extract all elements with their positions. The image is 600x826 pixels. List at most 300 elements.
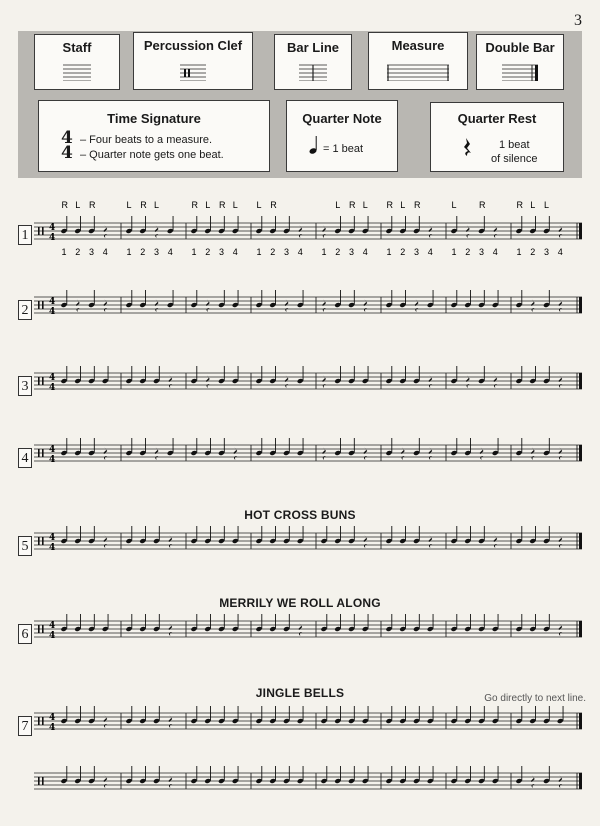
quarter-note (60, 290, 67, 308)
bar-line-title: Bar Line (286, 40, 339, 55)
exercise-row (0, 366, 600, 406)
quarter-note (450, 216, 457, 234)
sticking-label: L (205, 200, 211, 210)
quarter-note (478, 526, 485, 544)
quarter-note (362, 614, 369, 632)
quarter-note (348, 216, 355, 234)
count-label: 4 (102, 247, 108, 257)
time-signature-bottom: 4 (49, 383, 56, 393)
count-label: 1 (126, 247, 132, 257)
staff (34, 706, 586, 746)
exercise-row (0, 706, 600, 746)
quarter-note (478, 614, 485, 632)
quarter-note (529, 614, 536, 632)
quarter-note (529, 366, 536, 384)
sticking-label: L (126, 200, 132, 210)
quarter-note (413, 706, 420, 724)
quarter-note (334, 766, 341, 784)
quarter-note (515, 706, 522, 724)
quarter-note (204, 438, 211, 456)
count-label: 4 (167, 247, 173, 257)
measure-title: Measure (391, 38, 445, 53)
quarter-note (190, 614, 197, 632)
exercise-number: 5 (18, 536, 32, 556)
quarter-note (399, 290, 406, 308)
quarter-note (492, 438, 499, 456)
quarter-rest-symbol (463, 137, 473, 159)
sticking-label: L (75, 200, 81, 210)
quarter-note (427, 614, 434, 632)
sticking-label: R (89, 200, 96, 210)
quarter-note (515, 526, 522, 544)
quarter-note (269, 526, 276, 544)
quarter-note-title: Quarter Note (302, 111, 382, 126)
final-bar-thick (579, 621, 582, 637)
quarter-note (450, 526, 457, 544)
quarter-note (399, 614, 406, 632)
quarter-note (362, 706, 369, 724)
quarter-note (269, 216, 276, 234)
time-signature-top: 4 (49, 713, 56, 723)
quarter-note (60, 706, 67, 724)
sticking-label: L (335, 200, 341, 210)
quarter-note (153, 614, 160, 632)
quarter-note (529, 216, 536, 234)
quarter-note (348, 438, 355, 456)
quarter-rest-title: Quarter Rest (457, 111, 537, 126)
count-label: 1 (256, 247, 262, 257)
quarter-note (399, 216, 406, 234)
quarter-note (125, 526, 132, 544)
quarter-note (283, 216, 290, 234)
quarter-note (334, 366, 341, 384)
quarter-note (269, 706, 276, 724)
quarter-note (283, 706, 290, 724)
quarter-note (255, 290, 262, 308)
quarter-note (464, 614, 471, 632)
quarter-note (348, 290, 355, 308)
quarter-note (427, 706, 434, 724)
quarter-note (543, 216, 550, 234)
quarter-note (232, 614, 239, 632)
quarter-note (543, 526, 550, 544)
quarter-note (413, 366, 420, 384)
quarter-note (362, 766, 369, 784)
time-signature-bottom: 4 (49, 631, 56, 641)
quarter-note (427, 290, 434, 308)
final-bar-thick (579, 773, 582, 789)
quarter-note (334, 438, 341, 456)
quarter-note (190, 766, 197, 784)
quarter-note (204, 216, 211, 234)
quarter-note (478, 366, 485, 384)
measure-box (368, 32, 468, 90)
quarter-note (102, 366, 109, 384)
quarter-note (334, 614, 341, 632)
quarter-note (413, 526, 420, 544)
quarter-note (413, 766, 420, 784)
quarter-rest-line-2: of silence (491, 153, 538, 165)
sticking-label: L (154, 200, 160, 210)
quarter-note (125, 438, 132, 456)
count-label: 4 (492, 247, 498, 257)
quarter-note (218, 614, 225, 632)
quarter-note (297, 706, 304, 724)
percussion-clef (38, 301, 40, 309)
quarter-note (74, 438, 81, 456)
exercise-row (0, 290, 600, 330)
direction-note: Go directly to next line. (484, 693, 586, 704)
quarter-note (88, 766, 95, 784)
quarter-note (385, 526, 392, 544)
time-signature-top: 4 (49, 533, 56, 543)
quarter-note (139, 614, 146, 632)
percussion-clef (42, 777, 44, 785)
quarter-note (125, 614, 132, 632)
quarter-note (88, 526, 95, 544)
sticking-label: L (256, 200, 262, 210)
sticking-label: R (61, 200, 68, 210)
quarter-note (74, 526, 81, 544)
quarter-note (385, 706, 392, 724)
quarter-note (543, 614, 550, 632)
quarter-note (190, 706, 197, 724)
quarter-note (348, 766, 355, 784)
exercise-row (0, 438, 600, 478)
quarter-note (102, 614, 109, 632)
measure-illustration (387, 64, 449, 81)
quarter-note (218, 366, 225, 384)
quarter-note (297, 366, 304, 384)
percussion-clef (42, 449, 44, 457)
quarter-note (153, 526, 160, 544)
quarter-note (464, 526, 471, 544)
count-label: 2 (75, 247, 81, 257)
staff (34, 196, 586, 266)
quarter-note (269, 438, 276, 456)
quarter-note (450, 366, 457, 384)
count-label: 3 (544, 247, 550, 257)
time-signature-symbol (61, 128, 73, 163)
time-signature-bottom: 4 (49, 455, 56, 465)
percussion-clef (42, 625, 44, 633)
quarter-note (297, 290, 304, 308)
percussion-clef (38, 777, 40, 785)
percussion-clef (42, 537, 44, 545)
quarter-note (218, 766, 225, 784)
percussion-clef (42, 717, 44, 725)
quarter-note (232, 290, 239, 308)
quarter-note (60, 614, 67, 632)
quarter-note (320, 614, 327, 632)
quarter-note (204, 706, 211, 724)
quarter-note (60, 766, 67, 784)
quarter-note (385, 290, 392, 308)
quarter-note (297, 766, 304, 784)
quarter-note (139, 366, 146, 384)
time-signature-bottom: 4 (49, 307, 56, 317)
quarter-note (190, 438, 197, 456)
song-title: MERRILY WE ROLL ALONG (219, 596, 381, 610)
exercise-number: 3 (18, 376, 32, 396)
time-signature-bottom: 4 (49, 233, 56, 243)
quarter-note (139, 290, 146, 308)
count-label: 3 (479, 247, 485, 257)
staff (34, 526, 586, 566)
quarter-note (218, 526, 225, 544)
quarter-note (255, 438, 262, 456)
quarter-note (283, 526, 290, 544)
quarter-note (543, 766, 550, 784)
staff (34, 290, 586, 330)
quarter-note (348, 706, 355, 724)
quarter-note (255, 526, 262, 544)
count-label: 1 (61, 247, 67, 257)
final-bar-thick (579, 713, 582, 729)
quarter-note (399, 526, 406, 544)
time-signature-line-2: – Quarter note gets one beat. (80, 149, 224, 161)
count-label: 4 (362, 247, 368, 257)
quarter-note (139, 766, 146, 784)
quarter-note (450, 614, 457, 632)
quarter-note (255, 366, 262, 384)
count-label: 1 (516, 247, 522, 257)
sticking-label: R (191, 200, 198, 210)
quarter-note (167, 438, 174, 456)
quarter-note (88, 438, 95, 456)
time-signature-line-1: – Four beats to a measure. (80, 134, 213, 146)
quarter-note (74, 366, 81, 384)
quarter-note (515, 614, 522, 632)
quarter-note (515, 216, 522, 234)
quarter-note (269, 766, 276, 784)
sticking-label: R (414, 200, 421, 210)
sticking-label: L (400, 200, 406, 210)
sticking-label: R (386, 200, 393, 210)
quarter-note (464, 438, 471, 456)
percussion-clef-box (133, 32, 253, 90)
quarter-note (88, 614, 95, 632)
quarter-note (450, 290, 457, 308)
percussion-clef (38, 625, 40, 633)
double-bar-title: Double Bar (485, 40, 555, 55)
count-label: 3 (89, 247, 95, 257)
quarter-note (334, 290, 341, 308)
sticking-label: L (232, 200, 238, 210)
quarter-note (427, 766, 434, 784)
quarter-note (232, 706, 239, 724)
quarter-note (232, 526, 239, 544)
quarter-note (464, 290, 471, 308)
quarter-note (515, 438, 522, 456)
quarter-note (125, 216, 132, 234)
page-number: 3 (574, 12, 582, 29)
quarter-note (88, 290, 95, 308)
quarter-note (450, 706, 457, 724)
quarter-note (153, 366, 160, 384)
quarter-note (88, 366, 95, 384)
count-label: 3 (349, 247, 355, 257)
quarter-note (255, 706, 262, 724)
quarter-note (492, 706, 499, 724)
quarter-note (190, 290, 197, 308)
time-signature-top: 4 (49, 297, 56, 307)
quarter-note (74, 614, 81, 632)
quarter-note (515, 290, 522, 308)
sticking-label: L (362, 200, 368, 210)
quarter-note (297, 438, 304, 456)
time-signature-top: 4 (49, 621, 56, 631)
staff (34, 366, 586, 406)
time-signature-box (38, 100, 270, 172)
quarter-note (255, 216, 262, 234)
quarter-note (348, 366, 355, 384)
exercise-number: 6 (18, 624, 32, 644)
quarter-note (218, 216, 225, 234)
quarter-note (362, 366, 369, 384)
quarter-note (492, 290, 499, 308)
sticking-label: R (516, 200, 523, 210)
quarter-note (232, 766, 239, 784)
quarter-note (255, 614, 262, 632)
quarter-note (348, 614, 355, 632)
quarter-note (362, 216, 369, 234)
exercise-number: 1 (18, 225, 32, 245)
quarter-note (74, 216, 81, 234)
exercise-number: 7 (18, 716, 32, 736)
glossary-panel (18, 31, 582, 178)
count-label: 1 (386, 247, 392, 257)
exercise-number: 4 (18, 448, 32, 468)
quarter-note (204, 766, 211, 784)
quarter-note (218, 290, 225, 308)
quarter-note (543, 366, 550, 384)
quarter-note (125, 290, 132, 308)
time-signature-top: 4 (49, 445, 56, 455)
quarter-note (60, 526, 67, 544)
sticking-label: R (140, 200, 147, 210)
quarter-note (74, 766, 81, 784)
sticking-label: R (219, 200, 226, 210)
count-label: 2 (205, 247, 211, 257)
quarter-note (218, 706, 225, 724)
count-label: 2 (465, 247, 471, 257)
exercise-number: 2 (18, 300, 32, 320)
quarter-note (283, 766, 290, 784)
percussion-clef (42, 227, 44, 235)
quarter-note (492, 614, 499, 632)
count-label: 2 (140, 247, 146, 257)
quarter-note (413, 216, 420, 234)
quarter-note (167, 290, 174, 308)
count-label: 1 (321, 247, 327, 257)
time-signature-bottom: 4 (49, 723, 56, 733)
percussion-clef-illustration (180, 64, 206, 81)
time-signature-bottom: 4 (61, 143, 73, 163)
sticking-label: L (544, 200, 550, 210)
quarter-note (515, 366, 522, 384)
quarter-note (399, 366, 406, 384)
final-bar-thick (579, 533, 582, 549)
quarter-note (478, 290, 485, 308)
quarter-note-text: = 1 beat (323, 143, 364, 155)
percussion-clef (38, 537, 40, 545)
quarter-rest-line-1: 1 beat (498, 139, 530, 151)
staff (34, 766, 586, 806)
quarter-note (232, 216, 239, 234)
quarter-note (232, 366, 239, 384)
quarter-note (413, 614, 420, 632)
bar-line-box (274, 34, 352, 90)
quarter-note (399, 706, 406, 724)
count-label: 4 (297, 247, 303, 257)
quarter-note (478, 216, 485, 234)
staff-illustration (63, 64, 91, 81)
count-label: 4 (427, 247, 433, 257)
quarter-note (153, 706, 160, 724)
time-signature-top: 4 (49, 373, 56, 383)
quarter-note (399, 766, 406, 784)
sticking-label: L (451, 200, 457, 210)
percussion-clef (38, 717, 40, 725)
quarter-note (283, 438, 290, 456)
final-bar-thick (579, 223, 582, 239)
quarter-note (139, 526, 146, 544)
staff-box (34, 34, 120, 90)
quarter-note (139, 438, 146, 456)
quarter-note (320, 526, 327, 544)
time-signature-top: 4 (49, 223, 56, 233)
sticking-label: R (349, 200, 356, 210)
exercise-row (0, 614, 600, 654)
count-label: 3 (219, 247, 225, 257)
final-bar-thick (579, 373, 582, 389)
quarter-note (385, 216, 392, 234)
quarter-note (204, 614, 211, 632)
quarter-note (60, 366, 67, 384)
exercise-row (0, 526, 600, 566)
quarter-note (385, 366, 392, 384)
percussion-clef (42, 377, 44, 385)
percussion-clef (38, 377, 40, 385)
exercise-row (0, 766, 600, 806)
percussion-clef (38, 449, 40, 457)
quarter-note (334, 526, 341, 544)
percussion-clef (38, 227, 40, 235)
quarter-note (413, 438, 420, 456)
percussion-clef (42, 301, 44, 309)
quarter-note (450, 438, 457, 456)
quarter-note (478, 766, 485, 784)
count-label: 2 (400, 247, 406, 257)
quarter-note (348, 526, 355, 544)
quarter-note (385, 614, 392, 632)
quarter-note (320, 706, 327, 724)
quarter-note (529, 706, 536, 724)
double-bar-illustration (502, 64, 538, 81)
quarter-note (204, 526, 211, 544)
bar-line-illustration (299, 64, 327, 81)
quarter-note (297, 526, 304, 544)
quarter-note (153, 766, 160, 784)
quarter-note (139, 216, 146, 234)
count-label: 2 (270, 247, 276, 257)
quarter-note-box (286, 100, 398, 172)
quarter-note (334, 216, 341, 234)
song-title: HOT CROSS BUNS (244, 508, 356, 522)
quarter-note (139, 706, 146, 724)
quarter-note (88, 706, 95, 724)
